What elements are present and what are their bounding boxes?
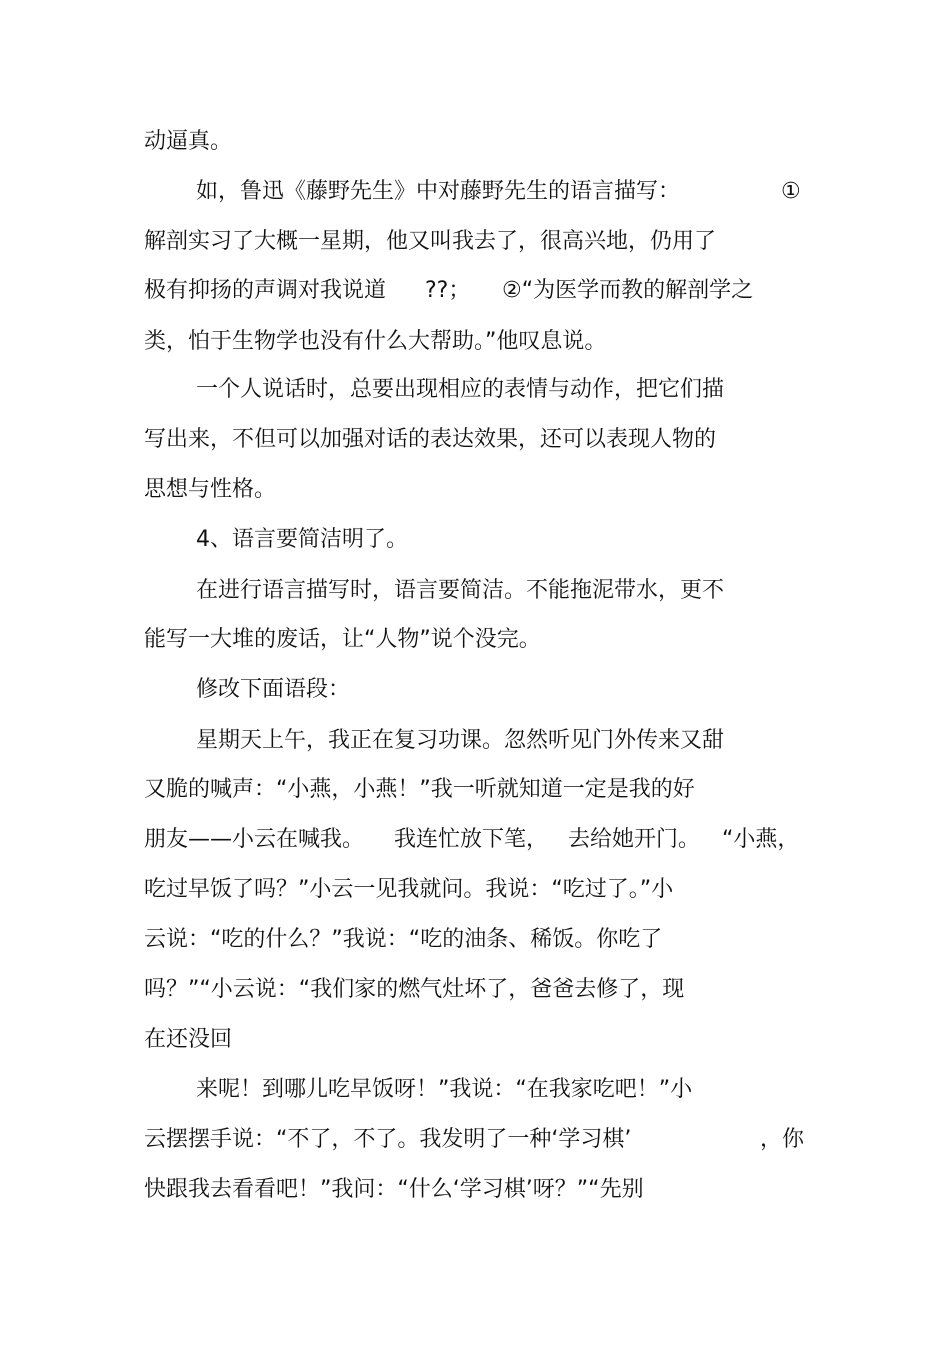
- text-line: 去给她开门。: [568, 827, 701, 852]
- text-line: 我连忙放下笔，: [394, 827, 549, 852]
- text-line: 快跟我去看看吧！”我问：“什么‘学习棋’呀？”“先别: [144, 1177, 644, 1202]
- text-line: 能写一大堆的废话，让“人物”说个没完。: [144, 627, 541, 652]
- text-line: ，你: [760, 1127, 805, 1152]
- text-line: 云说：“吃的什么？”我说：“吃的油条、稀饭。你吃了: [144, 927, 663, 952]
- text-line: ??；: [425, 278, 471, 303]
- text-line: 在还没回: [144, 1027, 233, 1052]
- text-line: 写出来，不但可以加强对话的表达效果，还可以表现人物的: [144, 427, 717, 452]
- text-line: 吃过早饭了吗？”小云一见我就问。我说：“吃过了。”小: [144, 877, 674, 902]
- text-line: 解剖实习了大概一星期，他又叫我去了，很高兴地，仍用了: [144, 229, 717, 254]
- text-line: 来呢！到哪儿吃早饭呀！”我说：“在我家吃吧！”小: [196, 1077, 693, 1102]
- text-line: ①: [781, 179, 801, 204]
- text-line: 朋友——小云在喊我。: [144, 827, 365, 852]
- text-line: 一个人说话时，总要出现相应的表情与动作，把它们描: [196, 377, 725, 402]
- text-line: 星期天上午，我正在复习功课。忽然听见门外传来又甜: [196, 728, 725, 753]
- text-line: 极有抑扬的声调对我说道: [144, 278, 387, 303]
- text-line: 如，鲁迅《藤野先生》中对藤野先生的语言描写：: [196, 179, 681, 204]
- text-line: 又脆的喊声：“小燕，小燕！”我一听就知道一定是我的好: [144, 777, 695, 802]
- text-line: 云摆摆手说：“不了，不了。我发明了一种‘学习棋’: [144, 1127, 632, 1152]
- text-line: 思想与性格。: [144, 477, 277, 502]
- text-line: 在进行语言描写时，语言要简洁。不能拖泥带水，更不: [196, 578, 725, 603]
- section-heading: 4、语言要简洁明了。: [196, 527, 408, 552]
- text-line: 吗？”“小云说：“我们家的燃气灶坏了，爸爸去修了，现: [144, 977, 685, 1002]
- text-line: 类，怕于生物学也没有什么大帮助。”他叹息说。: [144, 329, 607, 354]
- text-line: 动逼真。: [144, 129, 233, 154]
- text-line: ②“为医学而教的解剖学之: [502, 278, 754, 303]
- text-line: 修改下面语段：: [196, 677, 351, 702]
- text-line: “小燕，: [722, 827, 800, 852]
